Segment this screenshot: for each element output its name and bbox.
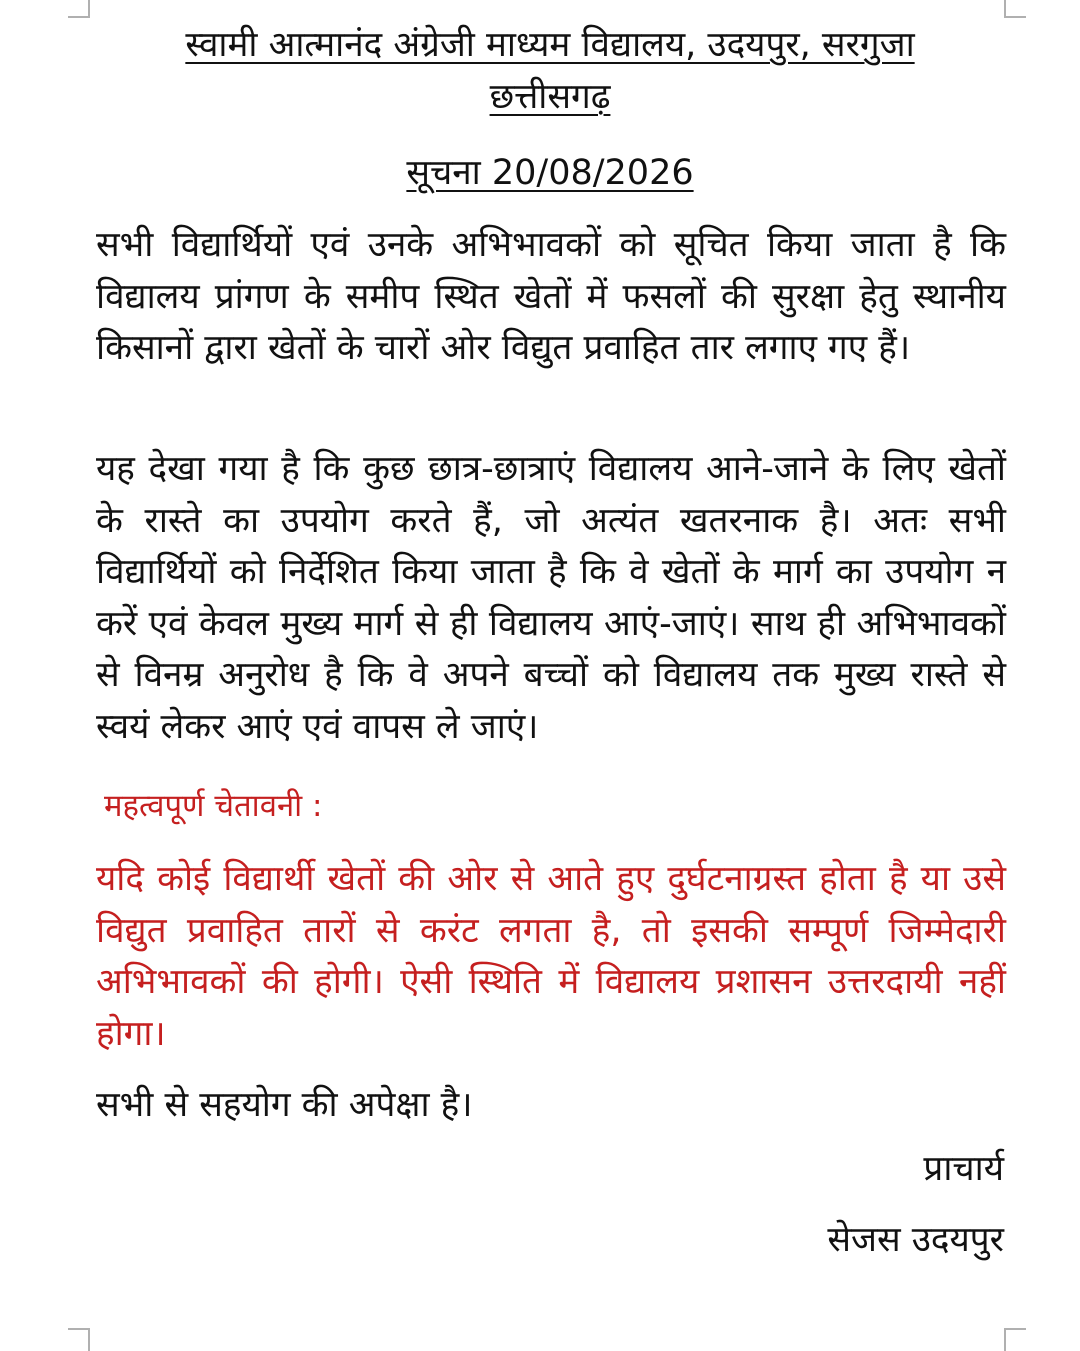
crop-mark-bottom-right (1004, 1328, 1026, 1351)
crop-mark-top-left (68, 0, 90, 18)
signature-title: प्राचार्य (923, 1149, 1004, 1189)
signature-organization: सेजस उदयपुर (827, 1220, 1004, 1260)
crop-mark-bottom-left (68, 1328, 90, 1351)
warning-title: महत्वपूर्ण चेतावनी : (104, 788, 323, 824)
closing-line: सभी से सहयोग की अपेक्षा है। (96, 1085, 473, 1125)
school-name-heading: स्वामी आत्मानंद अंग्रेजी माध्यम विद्यालय, उदयपुर, सरगुजा (185, 25, 915, 65)
state-heading: छत्तीसगढ़ (489, 77, 611, 117)
notice-paragraph-1: सभी विद्यार्थियों एवं उनके अभिभावकों को सूचित किया जाता है कि विद्यालय प्रांगण के समीप स्थित खेतों में फसलों की सुरक्षा हेतु स्थानीय किसानों द्वारा खेतों के चारों ओर विद्युत प्रवाहित तार लगाए गए हैं। (96, 225, 1006, 368)
warning-text: यदि कोई विद्यार्थी खेतों की ओर से आते हुए दुर्घटनाग्रस्त होता है या उसे विद्युत प्रवाहित तारों से करंट लगता है, तो इसकी सम्पूर्ण जिम्मेदारी अभिभावकों की होगी। ऐसी स्थिति में विद्यालय प्रशासन उत्तरदायी नहीं होगा। (96, 859, 1006, 1054)
crop-mark-top-right (1004, 0, 1026, 18)
notice-paragraph-2: यह देखा गया है कि कुछ छात्र-छात्राएं विद्यालय आने-जाने के लिए खेतों के रास्ते का उपयोग करते हैं, जो अत्यंत खतरनाक है। अतः सभी विद्यार्थियों को निर्देशित किया जाता है कि वे खेतों के मार्ग का उपयोग न करें एवं केवल मुख्य मार्ग से ही विद्यालय आएं-जाएं। साथ ही अभिभावकों से विनम्र अनुरोध है कि वे अपने बच्चों को विद्यालय तक मुख्य रास्ते से स्वयं लेकर आएं एवं वापस ले जाएं। (96, 449, 1006, 747)
notice-title: सूचना 20/08/2026 (406, 153, 694, 193)
